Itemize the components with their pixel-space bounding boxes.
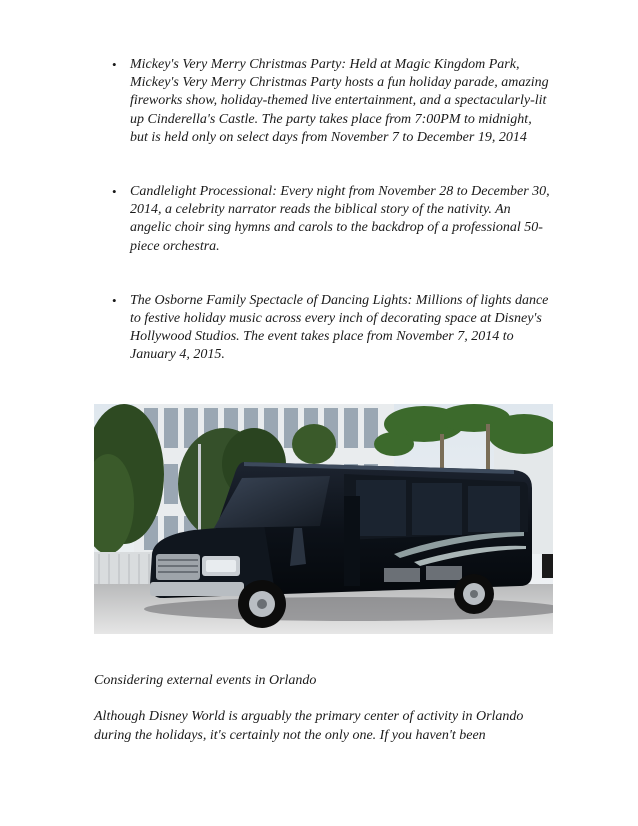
party-bus-photo xyxy=(94,404,553,634)
bullet-icon: • xyxy=(112,184,117,200)
section-heading: Considering external events in Orlando xyxy=(94,673,317,688)
list-item xyxy=(112,292,552,365)
bullet-text: The Osborne Family Spectacle of Dancing Lights: Millions of lights dance to festive holiday music across every inch of decorating space at Disney's Hollywood Studios. The event takes place from November 7, 2014 to January 4, 2015. xyxy=(130,292,549,363)
bullet-icon: • xyxy=(112,292,117,308)
section-body: Although Disney World is arguably the primary center of activity in Orlando during the holidays, it's certainly not the only one. If you haven't been xyxy=(94,709,524,743)
bullet-icon: • xyxy=(112,57,117,72)
events-bullet-list xyxy=(112,56,552,365)
list-item xyxy=(112,183,552,256)
bullet-text: Mickey's Very Merry Christmas Party: Held at Magic Kingdom Park, Mickey's Very Merry Christmas Party hosts a fun holiday parade, amazing fireworks show, holiday-themed live entertainment, and a spectacularly-lit up Cinderella's Castle. The party takes place from 7:00PM to midnight, but is held only on select days from November 7 to December 19, 2014 xyxy=(130,57,549,145)
list-item xyxy=(112,56,552,147)
bullet-text: Candlelight Processional: Every night from November 28 to December 30, 2014, a celebrity narrator reads the biblical story of the nativity. An angelic choir sing hymns and carols to the backdrop of a professional 50-piece orchestra. xyxy=(130,184,550,254)
